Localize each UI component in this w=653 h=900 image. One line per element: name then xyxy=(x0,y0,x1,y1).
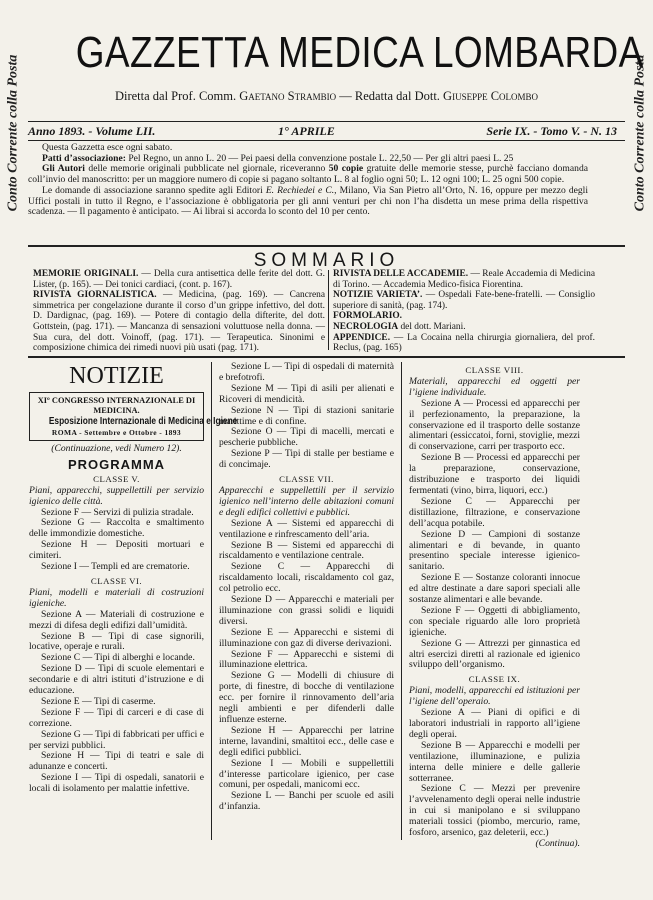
sommario-divider xyxy=(328,270,329,350)
class-heading: CLASSE VI. xyxy=(90,575,143,586)
congress-box xyxy=(29,392,238,441)
sommario-left xyxy=(33,269,325,354)
section-item: Sezione I — Tipi di ospedali, sanatorii e locali di isolamento per malattie infettive. xyxy=(29,772,204,795)
section-item: Sezione C — Mezzi per prevenire l’avvelenamento degli operai nelle industrie in cui si manipolano e si sviluppano materiali tossici (piombo, mercurio, rame, fosforo, arsenico, gaz deleterii, ecc.) xyxy=(409,783,580,839)
direction-line xyxy=(28,89,625,104)
issue-series: Serie IX. - Tomo V. - N. 13 xyxy=(486,124,617,138)
section-item: Sezione E — Apparecchi e sistemi di illuminazione con gaz di diverse derivazioni. xyxy=(219,626,394,649)
section-item: Sezione B — Apparecchi e modelli per ventilazione, illuminazione, e pulizia interna delle miniere e delle gallerie sotterranee. xyxy=(409,739,580,784)
column-divider-2 xyxy=(401,362,402,840)
rule-issue xyxy=(28,140,625,141)
sommario-entry: APPENDICE. — La Cocaina nella chirurgia giornaliera, del prof. Reclus, (pag. 165) xyxy=(333,332,595,354)
rule-top xyxy=(28,121,625,122)
direction-middle: — Redatta dal Dott. xyxy=(339,89,440,103)
section-item: Sezione F — Oggetti di abbigliamento, con speciale riguardo alle loro proprietà igieniche. xyxy=(409,604,580,638)
subscription-requests: Le domande di associazione saranno spedite agli Editori E. Rechiedei e C., Milano, Via San Pietro all’Orto, N. 16, oppure per mezzo degli Uffici postali in tutto il Regno, e l’associazione è obbligatoria per gli anni venturi per chi non l’ha disdetta un mese prima della rispettiva scadenza. — Il pagamento è anticipato. — Ai librai si accorda lo sconto del 10 per cento. xyxy=(28,184,589,218)
section-item: Sezione F — Apparecchi e sistemi di illuminazione elettrica. xyxy=(219,648,394,671)
class-description: Materiali, apparecchi ed oggetti per l’igiene individuale. xyxy=(409,375,580,398)
section-item: Sezione A — Piani di opifici e di laboratori industriali in rapporto all’igiene degli operai. xyxy=(409,707,580,740)
section-item: Sezione A — Materiali di costruzione e mezzi di difesa degli edifizi dall’umidità. xyxy=(29,608,204,631)
section-item: Sezione N — Tipi di stazioni sanitarie marittime e di confine. xyxy=(219,404,394,427)
class-description: Piani, modelli, apparecchi ed istituzioni per l’igiene dell’operaio. xyxy=(409,685,580,708)
masthead-title: GAZZETTA MEDICA LOMBARDA xyxy=(75,28,644,77)
sommario-title: SOMMARIO xyxy=(253,250,400,271)
sommario-right xyxy=(333,269,595,354)
class-heading: CLASSE IX. xyxy=(468,674,521,685)
exposition-place: ROMA - Settembre e Ottobre - 1893 xyxy=(51,428,182,437)
section-item: Sezione A — Sistemi ed apparecchi di ventilazione e rinfrescamento dell’aria. xyxy=(219,517,394,540)
section-item: Sezione C — Apparecchi di riscaldamento locali, riscaldamento col gaz, col petrolio ecc. xyxy=(219,561,394,595)
section-item: Sezione I — Templi ed are crematorie. xyxy=(41,561,190,573)
rule-sommario xyxy=(28,245,625,247)
column-1-body xyxy=(29,474,204,795)
weekly-notice: Questa Gazzetta esce ogni sabato. xyxy=(42,142,173,153)
rule-notizie xyxy=(28,356,625,358)
class-description: Apparecchi e suppellettili per il servizio igienico nell’interno delle abitazioni comuni e degli edifici collettivi e pubblici. xyxy=(219,484,394,518)
section-item: Sezione E — Tipi di caserme. xyxy=(41,695,156,707)
section-item: Sezione C — Tipi di alberghi e locande. xyxy=(41,652,195,664)
issue-line xyxy=(28,124,625,140)
sommario-entry: RIVISTA GIORNALISTICA. — Medicina, (pag. 169). — Cancrena simmetrica per congelazione durante il corso d’un grippe infettivo, del dott. D. Dardignac, (pag. 169). — Potere di contagio della difterite, del dott. Gottstein, (pag. 171). — Mancanza di sensazioni voluttuose nella donna. — Sua cura, del dott. Voinoff, (pag. 171). — Terapeutica. Sinonimi e composizione chimica dei rimedi nuovi più usati (pag. 171). xyxy=(33,290,326,354)
side-text-right: Conto Corrente colla Posta xyxy=(632,54,648,211)
side-text-left: Conto Corrente colla Posta xyxy=(5,54,21,211)
issue-date: 1° APRILE xyxy=(278,124,335,138)
section-item: Sezione H — Depositi mortuari e cimiteri. xyxy=(29,539,204,562)
column-1 xyxy=(29,362,238,795)
section-item: Sezione G — Raccolta e smaltimento delle immondizie domestiche. xyxy=(29,517,204,540)
section-item: Sezione A — Processi ed apparecchi per il perfezionamento, la preparazione, la conservazione ed il trasporto delle sostanze alimentari (essiccatoi, forni, stoviglie, mezzi di conservazione, carri per trasporto ecc. xyxy=(409,397,580,453)
notizie-title: NOTIZIE xyxy=(69,363,164,389)
section-item: Sezione P — Tipi di stalle per bestiame e di concimaje. xyxy=(219,448,394,471)
congress-title: XIº CONGRESSO INTERNAZIONALE DI MEDICINA. xyxy=(37,396,196,415)
section-item: Sezione F — Tipi di carceri e di case di correzione. xyxy=(29,706,204,729)
section-item: Sezione G — Modelli di chiusure di porte, di finestre, di bocche di ventilazione ecc. per fornire il rinnovamento dell’aria negli ambienti e per difenderli dalle influenze esterne. xyxy=(219,670,394,725)
subscription-info xyxy=(28,143,588,218)
column-3 xyxy=(409,362,580,850)
section-item: Sezione B — Sistemi ed apparecchi di riscaldamento e ventilazione centrale. xyxy=(219,539,394,562)
section-item: Sezione H — Apparecchi per latrine interne, lavandini, smaltitoi ecc., delle case e degli edifici pubblici. xyxy=(219,724,394,758)
section-item: Sezione L — Banchi per scuole ed asili d’infanzia. xyxy=(219,790,394,813)
continuation-note: (Continuazione, vedi Numero 12). xyxy=(51,443,182,454)
section-item: Sezione F — Servizi di pulizia stradale. xyxy=(41,506,194,518)
section-item: Sezione G — Tipi di fabbricati per uffici e per servizi pubblici. xyxy=(29,728,204,751)
section-item: Sezione O — Tipi di macelli, mercati e pescherie pubbliche. xyxy=(219,426,394,449)
sommario-entry: MEMORIE ORIGINALI. — Della cura antisettica delle ferite del dott. G. Lister, (p. 165). — Dei tonici cardiaci, (cont. p. 167). xyxy=(33,269,325,290)
director-name: Gaetano Strambio xyxy=(239,89,337,103)
class-description: Piani, apparecchi, suppellettili per servizio igienico delle città. xyxy=(29,484,204,507)
class-heading: CLASSE V. xyxy=(93,473,140,484)
section-item: Sezione M — Tipi di asili per alienati e Ricoveri di mendicità. xyxy=(219,382,394,405)
programma-title: PROGRAMMA xyxy=(67,456,166,472)
sommario-entry: NECROLOGIA del dott. Mariani. xyxy=(333,321,466,332)
section-item: Sezione B — Tipi di case signorili, locative, operaje e rurali. xyxy=(29,630,204,653)
section-item: Sezione D — Tipi di scuole elementari e secondarie e di altri istituti d’istruzione e di educazione. xyxy=(29,663,204,697)
issue-year-volume: Anno 1893. - Volume LII. xyxy=(28,124,156,138)
class-description: Piani, modelli e materiali di costruzioni igieniche. xyxy=(29,586,204,609)
column-2 xyxy=(219,362,394,813)
editor-name: Giuseppe Colombo xyxy=(443,89,539,103)
section-item: Sezione G — Attrezzi per ginnastica ed altri esercizi diretti al razionale ed igienico sviluppo dell’organismo. xyxy=(409,637,580,671)
class-heading: CLASSE VIII. xyxy=(465,365,524,375)
authors-terms: Gli Autori delle memorie originali pubblicate nel giornale, riceveranno 50 copie gratuite delle memorie stesse, purchè facciano domanda coll’invio del manoscritto: per un maggiore numero di copie si pagano soltanto L. 8 al foglio ogni 50; L. 12 ogni 100; L. 25 ogni 500 copie. xyxy=(28,163,589,186)
section-item: Sezione D — Apparecchi e materiali per illuminazione con grassi solidi e liquidi diversi. xyxy=(219,594,394,627)
class-heading: CLASSE VII. xyxy=(279,474,334,485)
subscription-terms: Patti d’associazione: Pel Regno, un anno L. 20 — Pei paesi della convenzione postale L. 22,50 — Per gli altri paesi L. 25 xyxy=(42,152,514,164)
direction-prefix: Diretta dal Prof. Comm. xyxy=(114,89,237,103)
column-divider-1 xyxy=(211,362,212,840)
exposition-title: Esposizione Internazionale di Medicina e Igiene xyxy=(48,416,238,427)
section-item: Sezione B — Processi ed apparecchi per la preparazione, conservazione, distribuzione e trasporto dei liquidi fermentati (vino, birra, liquori, ecc.) xyxy=(409,452,580,496)
section-item: Sezione H — Tipi di teatri e sale di adunanze e concerti. xyxy=(29,750,204,773)
section-item: Sezione C — Apparecchi per distillazione, filtrazione, e conservazione dell’acqua potabile. xyxy=(409,495,580,529)
section-item: Sezione L — Tipi di ospedali di maternità e brefotrofi. xyxy=(219,361,394,383)
sommario-entry: FORMOLARIO. xyxy=(333,311,403,322)
sommario-entry: NOTIZIE VARIETA’. — Ospedali Fate-bene-fratelli. — Consiglio superiore di sanità, (pag. 174). xyxy=(333,290,596,311)
sommario-entry: RIVISTA DELLE ACCADEMIE. — Reale Accademia di Medicina di Torino. — Accademia Medico-fisica Fiorentina. xyxy=(333,269,595,290)
section-item: Sezione D — Campioni di sostanze alimentari e di bevande, in quanto presentino speciale interesse igienico-sanitario. xyxy=(409,528,580,573)
continua-note: (Continua). xyxy=(535,837,580,849)
section-item: Sezione E — Sostanze coloranti innocue ed altre destinate a dare sapori speciali alle sostanze alimentari e alle bevande. xyxy=(409,572,580,606)
section-item: Sezione I — Mobili e suppellettili d’interesse particolare igienico, per case comuni, per ospedali, manicomi ecc. xyxy=(219,757,394,791)
